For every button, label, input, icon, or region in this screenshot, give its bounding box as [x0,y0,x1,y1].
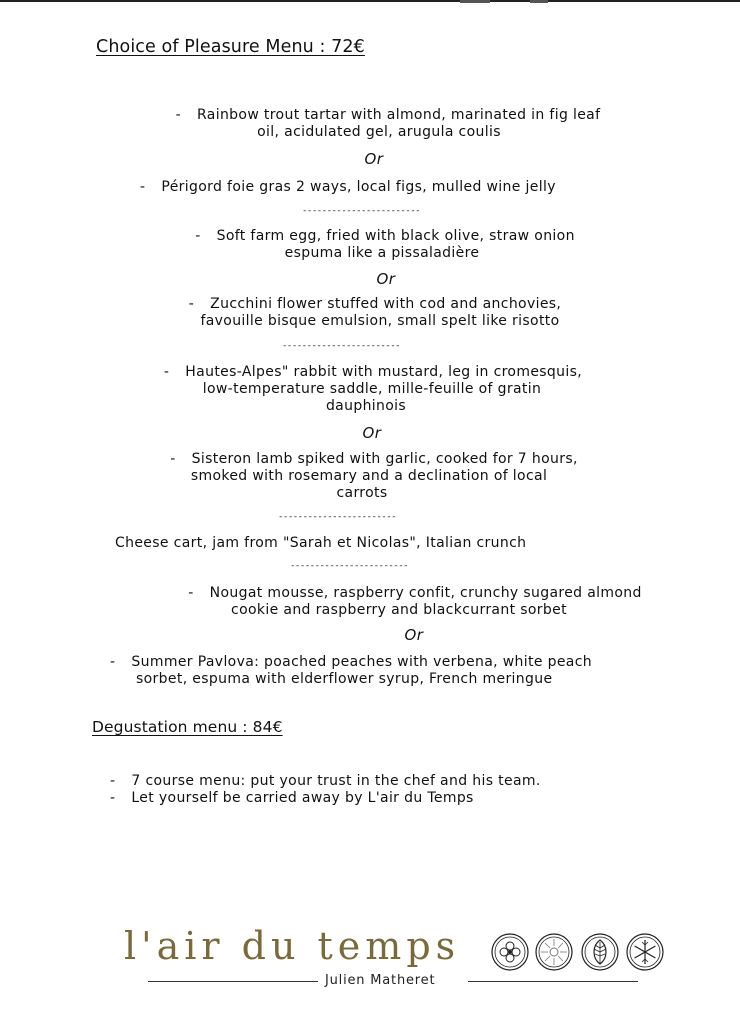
snowflake-emblem-icon [625,932,665,972]
menu-item-rabbit: - Hautes-Alpes" rabbit with mustard, leg in cromesquis, low-temperature saddle, mille-feuille of gratin dauphinois [163,364,583,414]
menu-item-egg: - Soft farm egg, fried with black olive, straw onion espuma like a pissaladière [195,228,575,261]
chef-rule-right [468,981,638,982]
separator: ------------------------ [278,512,397,522]
or-label: Or [362,424,382,442]
top-mark [530,0,548,3]
separator: ------------------------ [290,561,409,571]
sun-emblem-icon [534,932,574,972]
or-label: Or [364,150,384,168]
separator: ------------------------ [302,206,421,216]
leaf-emblem-icon [580,932,620,972]
menu-item-trout: - Rainbow trout tartar with almond, marinated in fig leaf oil, acidulated gel, arugula coulis [175,107,601,140]
chef-rule-left [148,981,318,982]
degustation-menu-title: Degustation menu : 84€ [92,718,283,736]
menu-item-foie-gras: - Périgord foie gras 2 ways, local figs, mulled wine jelly [140,179,556,195]
or-label: Or [376,270,396,288]
menu-item-zucchini: - Zucchini flower stuffed with cod and anchovies, favouille bisque emulsion, small spelt like risotto [188,296,562,329]
degustation-item-course: - 7 course menu: put your trust in the chef and his team. [110,773,541,789]
menu-item-pavlova: - Summer Pavlova: poached peaches with verbena, white peach sorbet, espuma with elderflower syrup, French meringue [110,654,593,687]
menu-item-cheese: Cheese cart, jam from "Sarah et Nicolas", Italian crunch [115,535,527,551]
menu-item-lamb: - Sisteron lamb spiked with garlic, cooked for 7 hours, smoked with rosemary and a declination of local carrots [170,451,578,501]
top-mark [460,0,490,3]
restaurant-logo-text: l'air du temps [124,924,461,968]
chef-name: Julien Matheret [325,973,436,988]
menu-item-nougat: - Nougat mousse, raspberry confit, crunchy sugared almond cookie and raspberry and blackcurrant sorbet [188,585,642,618]
separator: ------------------------ [282,341,401,351]
or-label: Or [404,626,424,644]
top-border [0,0,740,2]
degustation-item-carried-away: - Let yourself be carried away by L'air du Temps [110,790,474,806]
flower-emblem-icon [490,932,530,972]
pleasure-menu-title: Choice of Pleasure Menu : 72€ [96,37,365,57]
